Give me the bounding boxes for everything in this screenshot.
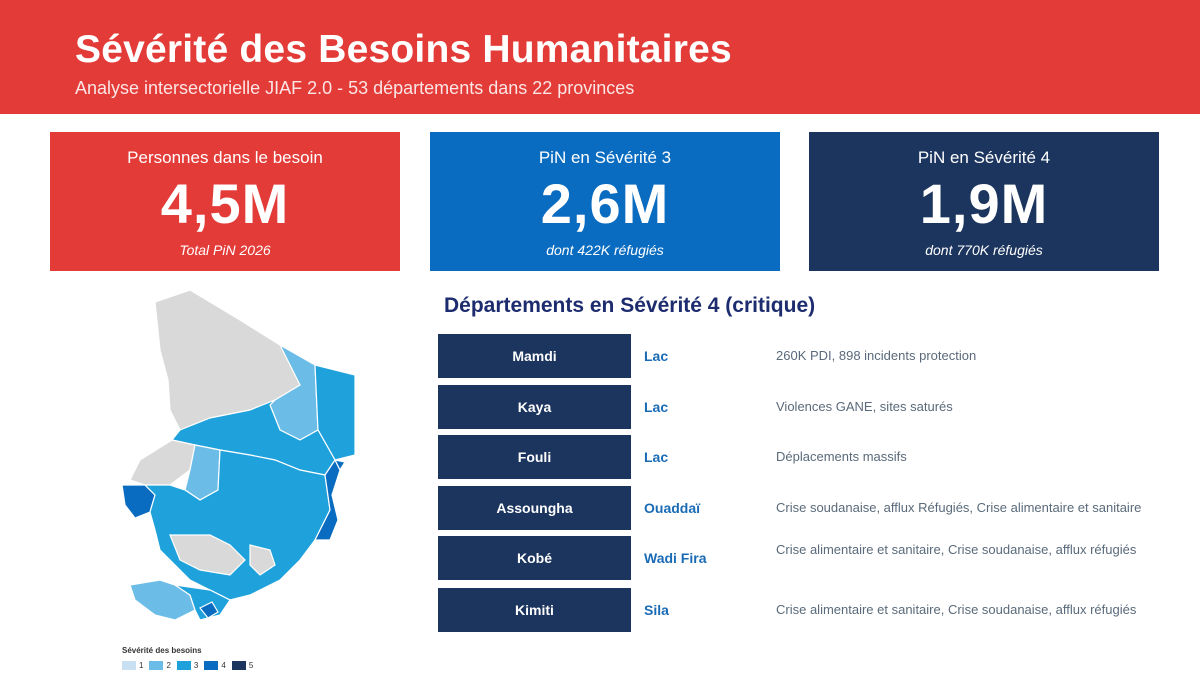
- kpi-value: 1,9M: [919, 172, 1049, 235]
- province-label: Lac: [644, 399, 669, 415]
- kpi-card-severity-4: [809, 132, 1159, 271]
- row-description: Violences GANE, sites saturés: [776, 399, 953, 414]
- department-badge: Assoungha: [438, 486, 631, 530]
- kpi-value: 2,6M: [540, 172, 670, 235]
- page-title: Sévérité des Besoins Humanitaires: [75, 28, 732, 71]
- row-description: Crise soudanaise, afflux Réfugiés, Crise alimentaire et sanitaire: [776, 500, 1142, 515]
- table-row: [438, 588, 1198, 632]
- kpi-card-severity-3: [430, 132, 780, 271]
- legend-title: Sévérité des besoins: [122, 646, 202, 655]
- row-description: Déplacements massifs: [776, 449, 907, 464]
- department-badge: Kobé: [438, 536, 631, 580]
- province-label: Lac: [644, 348, 669, 364]
- kpi-card-total-pin: [50, 132, 400, 271]
- legend-item: [232, 659, 253, 671]
- legend-label: 3: [193, 660, 199, 670]
- row-description: Crise alimentaire et sanitaire, Crise soudanaise, afflux réfugiés: [776, 602, 1137, 617]
- province-label: Sila: [644, 602, 669, 618]
- kpi-value: 4,5M: [160, 172, 290, 235]
- legend-swatch: [232, 661, 246, 670]
- map-region-west: [130, 440, 195, 485]
- table-row: [438, 435, 1198, 479]
- legend-item: [149, 659, 170, 671]
- legend-swatch: [177, 661, 191, 670]
- row-description: 260K PDI, 898 incidents protection: [776, 348, 977, 363]
- kpi-label: PiN en Sévérité 3: [538, 148, 672, 167]
- department-badge: Fouli: [438, 435, 631, 479]
- legend-swatch: [149, 661, 163, 670]
- legend-label: 4: [221, 660, 226, 670]
- map-legend: [122, 659, 259, 671]
- province-label: Lac: [644, 449, 669, 465]
- legend-swatch: [122, 661, 136, 670]
- row-description: Crise alimentaire et sanitaire, Crise soudanaise, afflux réfugiés: [776, 542, 1137, 557]
- legend-label: 5: [248, 660, 254, 670]
- legend-item: [204, 659, 225, 671]
- kpi-note: Total PiN 2026: [179, 242, 271, 258]
- legend-item: [122, 659, 143, 671]
- province-label: Ouaddaï: [644, 500, 701, 516]
- severity-map: [100, 290, 380, 640]
- table-row: [438, 536, 1198, 580]
- kpi-label: Personnes dans le besoin: [127, 148, 323, 167]
- department-badge: Kimiti: [438, 588, 631, 632]
- table-row: [438, 334, 1198, 378]
- table-row: [438, 385, 1198, 429]
- legend-item: [177, 659, 198, 671]
- kpi-note: dont 770K réfugiés: [925, 242, 1043, 258]
- legend-label: 1: [139, 660, 144, 670]
- table-row: [438, 486, 1198, 530]
- department-badge: Mamdi: [438, 334, 631, 378]
- page-subtitle: Analyse intersectorielle JIAF 2.0 - 53 départements dans 22 provinces: [75, 78, 635, 98]
- legend-swatch: [204, 661, 218, 670]
- section-title: Départements en Sévérité 4 (critique): [444, 294, 816, 317]
- kpi-note: dont 422K réfugiés: [546, 242, 664, 258]
- province-label: Wadi Fira: [644, 550, 707, 566]
- legend-label: 2: [166, 660, 171, 670]
- department-badge: Kaya: [438, 385, 631, 429]
- kpi-label: PiN en Sévérité 4: [917, 148, 1051, 167]
- page-header: [0, 0, 1200, 114]
